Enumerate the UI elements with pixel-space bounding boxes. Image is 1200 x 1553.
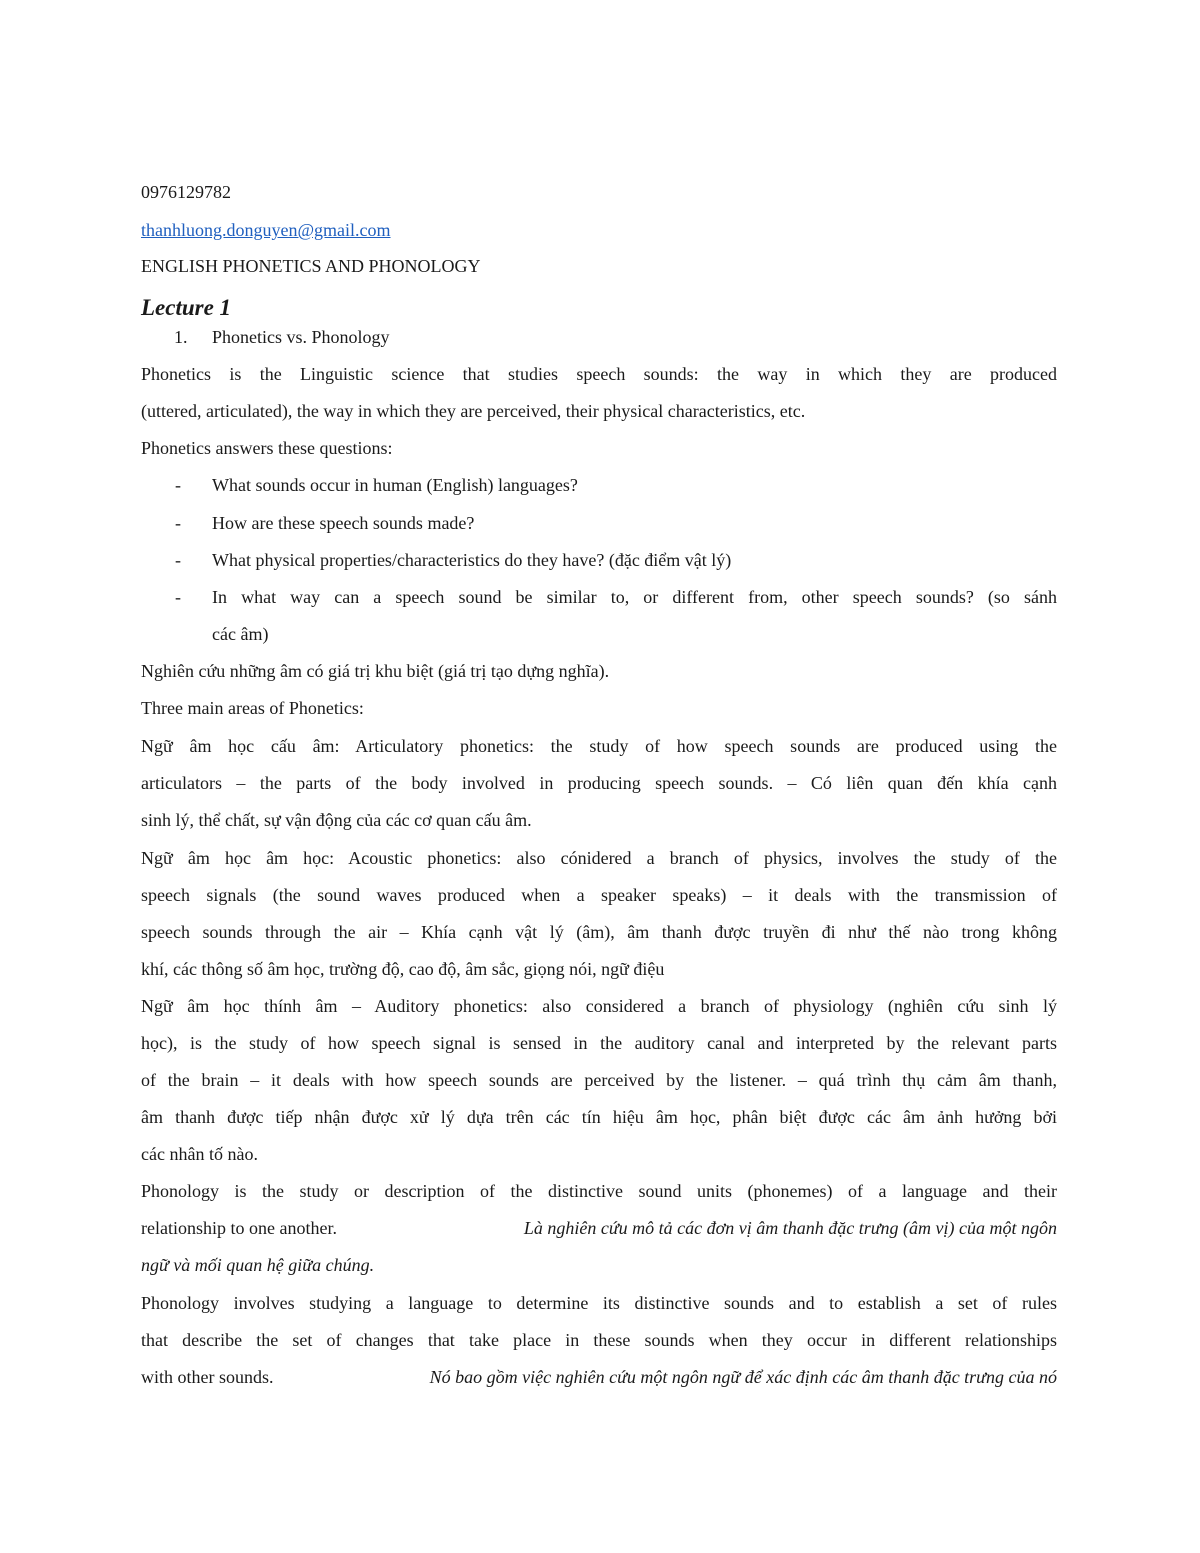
paragraph-line: articulators – the parts of the body involved in producing speech sounds. – Có liên quan đến khía cạnh (141, 773, 1057, 793)
paragraph-line: speech signals (the sound waves produced when a speaker speaks) – it deals with the transmission of (141, 885, 1057, 905)
paragraph-line: (uttered, articulated), the way in which they are perceived, their physical characteristics, etc. (141, 401, 806, 421)
list-item-continuation: các âm) (212, 624, 269, 644)
section-title: Phonetics vs. Phonology (212, 327, 390, 347)
paragraph-line: học), is the study of how speech signal is sensed in the auditory canal and interpreted by the relevant parts (141, 1033, 1057, 1053)
paragraph-line-mixed (141, 1365, 1057, 1389)
italic-text-run: Là nghiên cứu mô tả các đơn vị âm thanh đặc trưng (âm vị) của một ngôn (523, 1218, 1057, 1238)
italic-paragraph-line: ngữ và mối quan hệ giữa chúng. (141, 1255, 375, 1275)
list-item: What sounds occur in human (English) languages? (212, 475, 578, 495)
paragraph-line: Phonetics is the Linguistic science that studies speech sounds: the way in which they are produced (141, 364, 1057, 384)
lecture-heading: Lecture 1 (141, 295, 232, 320)
bullet-dash: - (175, 587, 181, 607)
paragraph-line: speech sounds through the air – Khía cạnh vật lý (âm), âm thanh được truyền đi như thế nào trong không (141, 922, 1057, 942)
paragraph-line: that describe the set of changes that take place in these sounds when they occur in different relationships (141, 1330, 1057, 1350)
paragraph-line: khí, các thông số âm học, trường độ, cao độ, âm sắc, giọng nói, ngữ điệu (141, 959, 665, 979)
paragraph-line: Three main areas of Phonetics: (141, 698, 364, 718)
bullet-dash: - (175, 475, 181, 495)
email-link[interactable]: thanhluong.donguyen@gmail.com (141, 220, 391, 240)
paragraph-line: Ngữ âm học cấu âm: Articulatory phonetics: the study of how speech sounds are produced using the (141, 736, 1057, 756)
text-run: relationship to one another. (141, 1218, 337, 1238)
paragraph-line: Ngữ âm học thính âm – Auditory phonetics: also considered a branch of physiology (nghiên cứu sinh lý (141, 996, 1057, 1016)
paragraph-line: Phonetics answers these questions: (141, 438, 393, 458)
paragraph-line: Nghiên cứu những âm có giá trị khu biệt (giá trị tạo dựng nghĩa). (141, 661, 610, 681)
paragraph-line: Ngữ âm học âm học: Acoustic phonetics: also cónidered a branch of physics, involves the study of the (141, 848, 1057, 868)
list-item: In what way can a speech sound be similar to, or different from, other speech sounds? (so sánh (212, 587, 1057, 607)
paragraph-line-mixed (141, 1216, 1057, 1240)
bullet-dash: - (175, 550, 181, 570)
paragraph-line: sinh lý, thể chất, sự vận động của các cơ quan cấu âm. (141, 810, 532, 830)
paragraph-line: các nhân tố nào. (141, 1144, 258, 1164)
list-item: How are these speech sounds made? (212, 513, 475, 533)
paragraph-line: âm thanh được tiếp nhận được xử lý dựa trên các tín hiệu âm học, phân biệt được các âm ảnh hưởng bởi (141, 1107, 1057, 1127)
list-item: What physical properties/characteristics do they have? (đặc điểm vật lý) (212, 550, 732, 570)
course-title: ENGLISH PHONETICS AND PHONOLOGY (141, 256, 481, 276)
phone-number: 0976129782 (141, 182, 231, 202)
text-run: with other sounds. (141, 1367, 274, 1387)
paragraph-line: Phonology involves studying a language to determine its distinctive sounds and to establish a set of rules (141, 1293, 1057, 1313)
bullet-dash: - (175, 513, 181, 533)
section-number: 1. (174, 327, 188, 347)
paragraph-line: of the brain – it deals with how speech sounds are perceived by the listener. – quá trình thụ cảm âm thanh, (141, 1070, 1057, 1090)
paragraph-line: Phonology is the study or description of the distinctive sound units (phonemes) of a language and their (141, 1181, 1057, 1201)
italic-text-run: Nó bao gồm việc nghiên cứu một ngôn ngữ để xác định các âm thanh đặc trưng của nó (429, 1367, 1057, 1387)
